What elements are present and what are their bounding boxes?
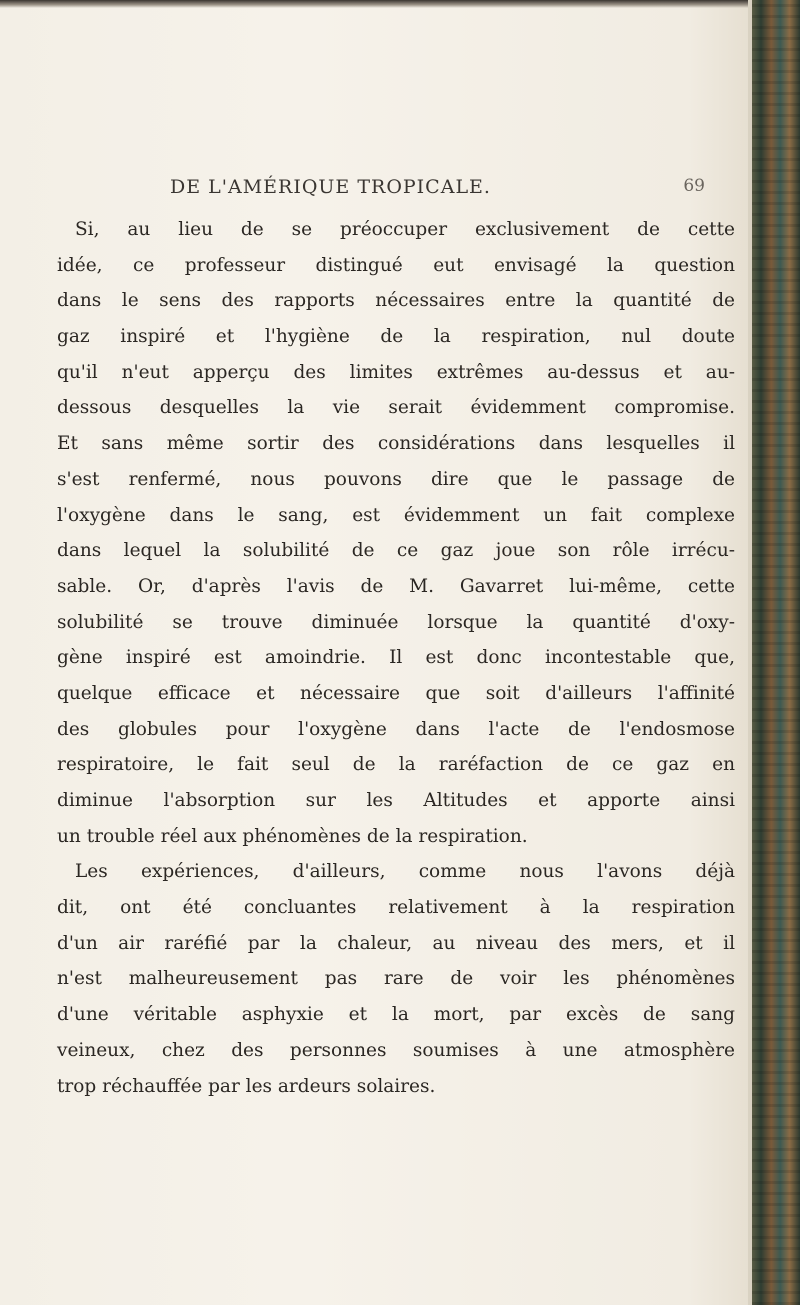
text-line: l'oxygène dans le sang, est évidemment un fait complexe [57, 504, 735, 526]
text-line: des globules pour l'oxygène dans l'acte de l'endosmose [57, 718, 735, 740]
text-line: Les expériences, d'ailleurs, comme nous l'avons déjà [75, 861, 735, 883]
text-line: Si, au lieu de se préoccuper exclusivement de cette [75, 219, 735, 240]
page-number: 69 [683, 176, 705, 196]
text-line: solubilité se trouve diminuée lorsque la quantité d'oxy- [57, 611, 735, 633]
body-text [57, 212, 735, 1104]
text-line: n'est malheureusement pas rare de voir les phénomènes [57, 968, 735, 990]
text-line: respiratoire, le fait seul de la raréfaction de ce gaz en [57, 754, 735, 776]
text-line: trop réchauffée par les ardeurs solaires. [57, 1075, 436, 1097]
book-fore-edge [748, 0, 800, 1305]
text-line: gaz inspiré et l'hygiène de la respiration, nul doute [57, 326, 735, 348]
text-line: d'un air raréfié par la chaleur, au niveau des mers, et il [57, 932, 735, 954]
running-head: DE L'AMÉRIQUE TROPICALE. [170, 176, 491, 198]
text-line: gène inspiré est amoindrie. Il est donc incontestable que, [57, 647, 735, 669]
text-line: dit, ont été concluantes relativement à la respiration [57, 897, 735, 919]
text-line: sable. Or, d'après l'avis de M. Gavarret lui-même, cette [57, 575, 735, 597]
text-line: Et sans même sortir des considérations dans lesquelles il [57, 433, 735, 455]
page-top-shadow [0, 0, 760, 8]
page-header [170, 176, 705, 206]
text-line: s'est renfermé, nous pouvons dire que le passage de [57, 468, 735, 490]
text-line: qu'il n'eut apperçu des limites extrêmes au-dessus et au- [57, 361, 735, 383]
text-line: veineux, chez des personnes soumises à une atmosphère [57, 1039, 735, 1061]
text-line: quelque efficace et nécessaire que soit d'ailleurs l'affinité [57, 682, 735, 704]
text-line: dans le sens des rapports nécessaires entre la quantité de [57, 290, 735, 312]
text-line: diminue l'absorption sur les Altitudes et apporte ainsi [57, 790, 735, 811]
page-edge-highlight [748, 0, 752, 1305]
text-line: un trouble réel aux phénomènes de la respiration. [57, 825, 528, 847]
text-line: d'une véritable asphyxie et la mort, par excès de sang [57, 1004, 735, 1026]
text-line: dessous desquelles la vie serait évidemment compromise. [57, 397, 735, 419]
text-line: idée, ce professeur distingué eut envisagé la question [57, 254, 735, 276]
text-line: dans lequel la solubilité de ce gaz joue son rôle irrécu- [57, 540, 735, 562]
